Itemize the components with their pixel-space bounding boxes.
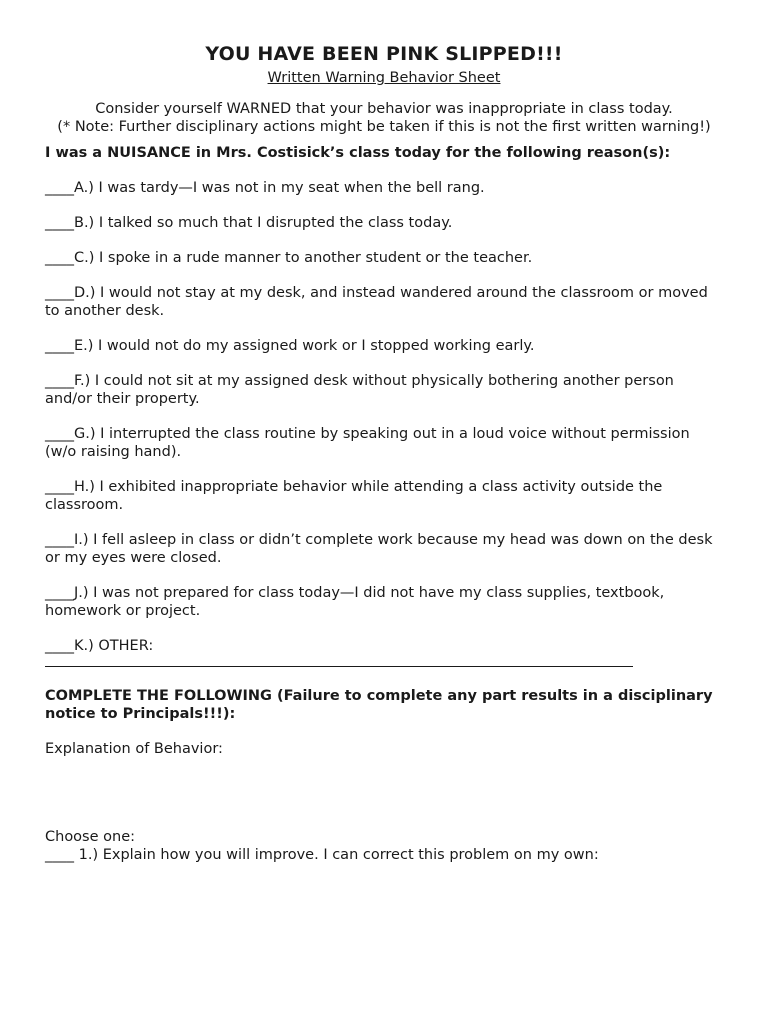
reason-item-g[interactable]: ____G.) I interrupted the class routine by speaking out in a loud voice without permission (w/o raising hand).	[45, 426, 690, 460]
other-write-in-line[interactable]	[45, 660, 633, 667]
explanation-label: Explanation of Behavior:	[45, 741, 223, 757]
worksheet-page	[45, 40, 723, 864]
option-1-improve[interactable]: ____ 1.) Explain how you will improve. I can correct this problem on my own:	[45, 847, 599, 863]
reason-item-j[interactable]: ____J.) I was not prepared for class today—I did not have my class supplies, textbook, homework or project.	[45, 585, 665, 619]
reason-item-e[interactable]: ____E.) I would not do my assigned work or I stopped working early.	[45, 338, 535, 354]
reason-item-k-other[interactable]: ____K.) OTHER:	[45, 638, 154, 654]
reason-item-f[interactable]: ____F.) I could not sit at my assigned desk without physically bothering another person and/or their property.	[45, 373, 674, 407]
reason-item-h[interactable]: ____H.) I exhibited inappropriate behavior while attending a class activity outside the classroom.	[45, 479, 663, 513]
page-title: YOU HAVE BEEN PINK SLIPPED!!!	[205, 43, 563, 65]
reason-item-a[interactable]: ____A.) I was tardy—I was not in my seat when the bell rang.	[45, 180, 485, 196]
intro-note-text: (* Note: Further disciplinary actions might be taken if this is not the first written warning!)	[57, 119, 711, 135]
page-subtitle: Written Warning Behavior Sheet	[267, 70, 501, 86]
reasons-list	[45, 179, 723, 655]
reason-item-i[interactable]: ____I.) I fell asleep in class or didn’t complete work because my head was down on the desk or my eyes were closed.	[45, 532, 713, 566]
intro-notice	[45, 100, 723, 136]
explanation-write-area[interactable]	[45, 758, 723, 828]
intro-warning-text: Consider yourself WARNED that your behavior was inappropriate in class today.	[95, 101, 673, 117]
reasons-heading: I was a NUISANCE in Mrs. Costisick’s class today for the following reason(s):	[45, 145, 671, 161]
reason-item-b[interactable]: ____B.) I talked so much that I disrupted the class today.	[45, 215, 453, 231]
reason-item-d[interactable]: ____D.) I would not stay at my desk, and instead wandered around the classroom or moved to another desk.	[45, 285, 708, 319]
complete-heading: COMPLETE THE FOLLOWING (Failure to complete any part results in a disciplinary notice to Principals!!!):	[45, 688, 713, 722]
choose-one-label: Choose one:	[45, 829, 136, 845]
reason-item-c[interactable]: ____C.) I spoke in a rude manner to another student or the teacher.	[45, 250, 533, 266]
